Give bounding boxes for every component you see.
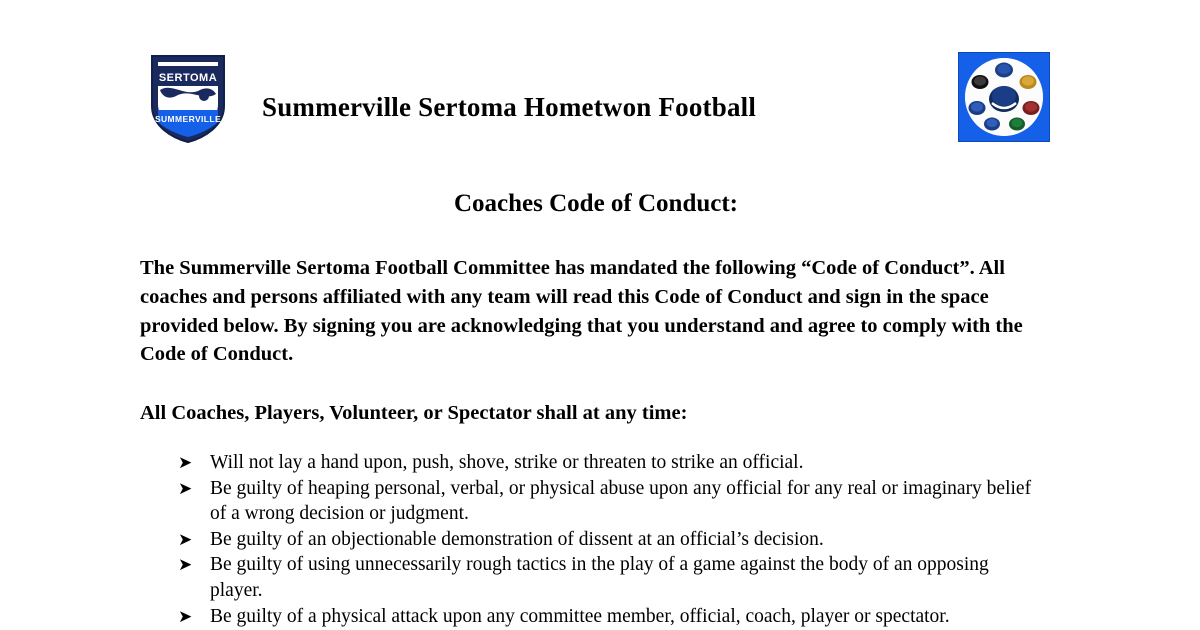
conduct-rules-list (140, 450, 1040, 629)
arrow-bullet-icon: ➤ (178, 452, 193, 472)
shield-graphic (146, 52, 230, 144)
arrow-bullet-icon: ➤ (178, 555, 193, 575)
page-title: Summerville Sertoma Hometwon Football (262, 92, 757, 122)
list-item (140, 604, 1040, 630)
team-helmets-circle-logo (958, 52, 1050, 142)
list-item-text: Be guilty of heaping personal, verbal, or physical abuse upon any official for any real or imaginary belief of a wrong decision or judgment. (210, 477, 1032, 525)
list-item (140, 476, 1040, 527)
list-item (140, 552, 1040, 603)
list-item-text: Be guilty of an objectionable demonstration of dissent at an official’s decision. (210, 528, 824, 550)
list-item-text: Be guilty of a physical attack upon any committee member, official, coach, player or spectator. (210, 605, 950, 627)
arrow-bullet-icon: ➤ (178, 478, 193, 498)
list-heading: All Coaches, Players, Volunteer, or Spectator shall at any time: (140, 402, 688, 425)
helmets-circle-inner (965, 58, 1043, 136)
document-header (140, 0, 1052, 150)
svg-text:SERTOMA: SERTOMA (158, 72, 218, 84)
arrow-bullet-icon: ➤ (178, 529, 193, 549)
section-title: Coaches Code of Conduct: (453, 190, 739, 217)
svg-text:SUMMERVILLE: SUMMERVILLE (154, 114, 222, 124)
list-item (140, 450, 1040, 476)
arrow-bullet-icon: ➤ (178, 606, 193, 626)
list-item-text: Will not lay a hand upon, push, shove, strike or threaten to strike an official. (210, 451, 804, 473)
intro-paragraph: The Summerville Sertoma Football Committee has mandated the following “Code of Conduct”. All coaches and persons affiliated with any team will read this Code of Conduct and sign in the space provided below. By signing you are acknowledging that you understand and agree to comply with the Code of Conduct. (140, 257, 1023, 366)
list-item (140, 527, 1040, 553)
sertoma-summerville-shield-logo (140, 52, 236, 144)
document-content (140, 0, 1052, 630)
list-item-text: Be guilty of using unnecessarily rough tactics in the play of a game against the body of an opposing player. (210, 554, 989, 601)
